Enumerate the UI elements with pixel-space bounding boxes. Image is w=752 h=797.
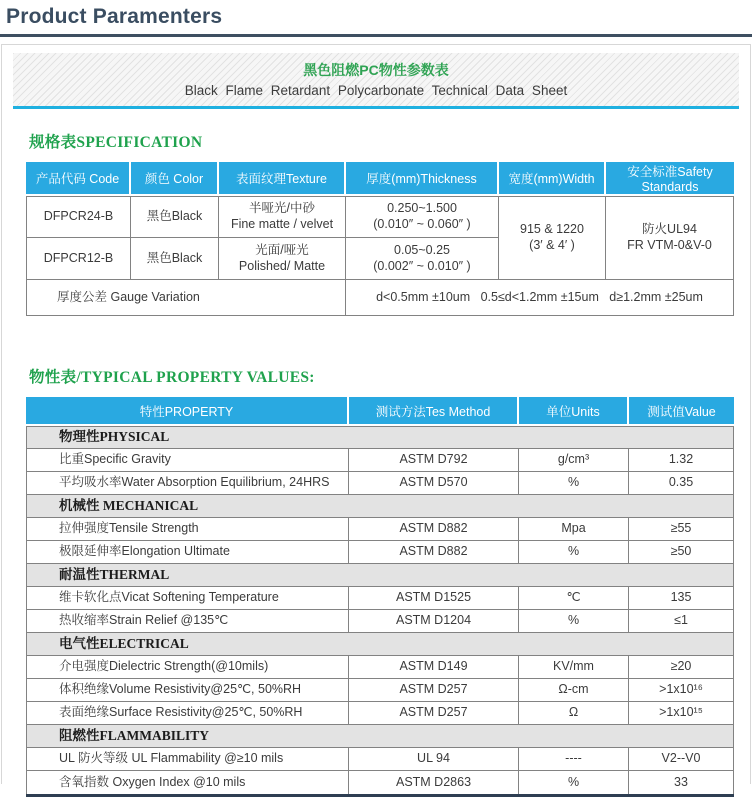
property-name-cell: UL 防火等级 UL Flammability @≥10 mils bbox=[26, 748, 349, 771]
property-name-cell: 体积绝缘Volume Resistivity@25℃, 50%RH bbox=[26, 679, 349, 702]
property-name-cell: 热收缩率Strain Relief @135℃ bbox=[26, 610, 349, 633]
datasheet-banner bbox=[13, 53, 739, 109]
spec-width-cell bbox=[499, 196, 606, 280]
property-name-cell: 极限延伸率Elongation Ultimate bbox=[26, 541, 349, 564]
test-method-cell: ASTM D792 bbox=[349, 449, 519, 472]
test-method-cell: ASTM D570 bbox=[349, 472, 519, 495]
property-name-cell: 平均吸水率Water Absorption Equilibrium, 24HRS bbox=[26, 472, 349, 495]
title-divider bbox=[0, 34, 752, 37]
spec-texture-cell bbox=[219, 238, 346, 280]
value-cell: 33 bbox=[629, 771, 734, 794]
spec-column-header: 安全标准Safety Standards bbox=[606, 162, 734, 196]
cell-line: 半哑光/中砂 bbox=[249, 201, 315, 216]
property-row bbox=[26, 771, 734, 794]
content-card bbox=[1, 44, 751, 789]
property-column-header: 特性PROPERTY bbox=[26, 397, 349, 426]
value-cell: ≤1 bbox=[629, 610, 734, 633]
units-cell: Ω bbox=[519, 702, 629, 725]
test-method-cell: ASTM D149 bbox=[349, 656, 519, 679]
value-cell: ≥20 bbox=[629, 656, 734, 679]
property-row bbox=[26, 679, 734, 702]
test-method-cell: ASTM D257 bbox=[349, 679, 519, 702]
property-section-row bbox=[26, 633, 734, 656]
property-section-label: 物理性PHYSICAL bbox=[26, 426, 734, 449]
test-method-cell: ASTM D2863 bbox=[349, 771, 519, 794]
units-cell: % bbox=[519, 472, 629, 495]
spec-row bbox=[26, 196, 734, 238]
spec-color-cell: 黑色Black bbox=[131, 238, 219, 280]
property-section-row bbox=[26, 564, 734, 587]
property-section-label: 机械性 MECHANICAL bbox=[26, 495, 734, 518]
cell-line: FR VTM-0&V-0 bbox=[627, 238, 712, 252]
property-column-header: 测试值Value bbox=[629, 397, 734, 426]
units-cell: ℃ bbox=[519, 587, 629, 610]
spec-color-cell: 黑色Black bbox=[131, 196, 219, 238]
property-row bbox=[26, 702, 734, 725]
property-row bbox=[26, 610, 734, 633]
units-cell: g/cm³ bbox=[519, 449, 629, 472]
spec-safety-cell bbox=[606, 196, 734, 280]
gauge-variation-label: 厚度公差 Gauge Variation bbox=[26, 280, 346, 316]
property-section-label: 电气性ELECTRICAL bbox=[26, 633, 734, 656]
property-column-header: 单位Units bbox=[519, 397, 629, 426]
cell-line: Fine matte / velvet bbox=[230, 217, 334, 231]
spec-column-header: 颜色 Color bbox=[131, 162, 219, 196]
cell-line: 915 & 1220 bbox=[520, 222, 584, 237]
banner-title-cn: 黑色阻燃PC物性参数表 bbox=[303, 62, 449, 78]
property-section-row bbox=[26, 426, 734, 449]
cell-line: 光面/哑光 bbox=[255, 242, 309, 257]
test-method-cell: ASTM D1525 bbox=[349, 587, 519, 610]
specification-table bbox=[26, 162, 734, 316]
property-section-row bbox=[26, 725, 734, 748]
property-row bbox=[26, 472, 734, 495]
cell-line: 防火UL94 bbox=[642, 222, 697, 237]
property-header-row bbox=[26, 397, 734, 426]
units-cell: Ω-cm bbox=[519, 679, 629, 702]
test-method-cell: ASTM D882 bbox=[349, 541, 519, 564]
spec-column-header: 厚度(mm)Thickness bbox=[346, 162, 499, 196]
property-row bbox=[26, 449, 734, 472]
property-name-cell: 介电强度Dielectric Strength(@10mils) bbox=[26, 656, 349, 679]
units-cell: Mpa bbox=[519, 518, 629, 541]
property-name-cell: 表面绝缘Surface Resistivity@25℃, 50%RH bbox=[26, 702, 349, 725]
property-name-cell: 含氧指数 Oxygen Index @10 mils bbox=[26, 771, 349, 794]
units-cell: KV/mm bbox=[519, 656, 629, 679]
cell-line: Polished/ Matte bbox=[238, 258, 326, 273]
specification-heading: 规格表SPECIFICATION bbox=[29, 134, 203, 151]
test-method-cell: ASTM D882 bbox=[349, 518, 519, 541]
units-cell: % bbox=[519, 610, 629, 633]
property-section-row bbox=[26, 495, 734, 518]
property-name-cell: 维卡软化点Vicat Softening Temperature bbox=[26, 587, 349, 610]
cell-line: (0.002″ ~ 0.010″ ) bbox=[373, 258, 471, 273]
value-cell: V2--V0 bbox=[629, 748, 734, 771]
page-title: Product Paramenters bbox=[6, 5, 223, 28]
spec-code-cell: DFPCR12-B bbox=[26, 238, 131, 280]
property-row bbox=[26, 518, 734, 541]
property-name-cell: 拉伸强度Tensile Strength bbox=[26, 518, 349, 541]
value-cell: >1x10¹⁵ bbox=[629, 702, 734, 725]
value-cell: >1x10¹⁶ bbox=[629, 679, 734, 702]
units-cell: ---- bbox=[519, 748, 629, 771]
property-row bbox=[26, 541, 734, 564]
value-cell: ≥50 bbox=[629, 541, 734, 564]
test-method-cell: ASTM D1204 bbox=[349, 610, 519, 633]
spec-column-header: 产品代码 Code bbox=[26, 162, 131, 196]
banner-title-en: Black Flame Retardant Polycarbonate Technical Data Sheet bbox=[184, 83, 568, 98]
cell-line: (0.010″ ~ 0.060″ ) bbox=[373, 217, 471, 231]
spec-thickness-cell bbox=[346, 196, 499, 238]
value-cell: ≥55 bbox=[629, 518, 734, 541]
property-table bbox=[26, 397, 734, 797]
property-row bbox=[26, 587, 734, 610]
property-row bbox=[26, 748, 734, 771]
cell-line: 0.05~0.25 bbox=[394, 242, 450, 257]
units-cell: % bbox=[519, 541, 629, 564]
value-cell: 0.35 bbox=[629, 472, 734, 495]
spec-thickness-cell bbox=[346, 238, 499, 280]
spec-header-row bbox=[26, 162, 734, 196]
cell-line: 0.250~1.500 bbox=[387, 201, 457, 216]
value-cell: 1.32 bbox=[629, 449, 734, 472]
test-method-cell: UL 94 bbox=[349, 748, 519, 771]
value-cell: 135 bbox=[629, 587, 734, 610]
spec-column-header: 宽度(mm)Width bbox=[499, 162, 606, 196]
property-values-heading: 物性表/TYPICAL PROPERTY VALUES: bbox=[29, 369, 315, 386]
property-row bbox=[26, 656, 734, 679]
gauge-variation-value: d<0.5mm ±10um 0.5≤d<1.2mm ±15um d≥1.2mm ±25um bbox=[346, 280, 734, 316]
property-section-label: 耐温性THERMAL bbox=[26, 564, 734, 587]
spec-column-header: 表面纹理Texture bbox=[219, 162, 346, 196]
units-cell: % bbox=[519, 771, 629, 794]
test-method-cell: ASTM D257 bbox=[349, 702, 519, 725]
spec-texture-cell bbox=[219, 196, 346, 238]
property-name-cell: 比重Specific Gravity bbox=[26, 449, 349, 472]
spec-code-cell: DFPCR24-B bbox=[26, 196, 131, 238]
spec-gauge-row bbox=[26, 280, 734, 316]
property-column-header: 测试方法Tes Method bbox=[349, 397, 519, 426]
property-section-label: 阻燃性FLAMMABILITY bbox=[26, 725, 734, 748]
cell-line: (3′ & 4′ ) bbox=[529, 238, 575, 252]
